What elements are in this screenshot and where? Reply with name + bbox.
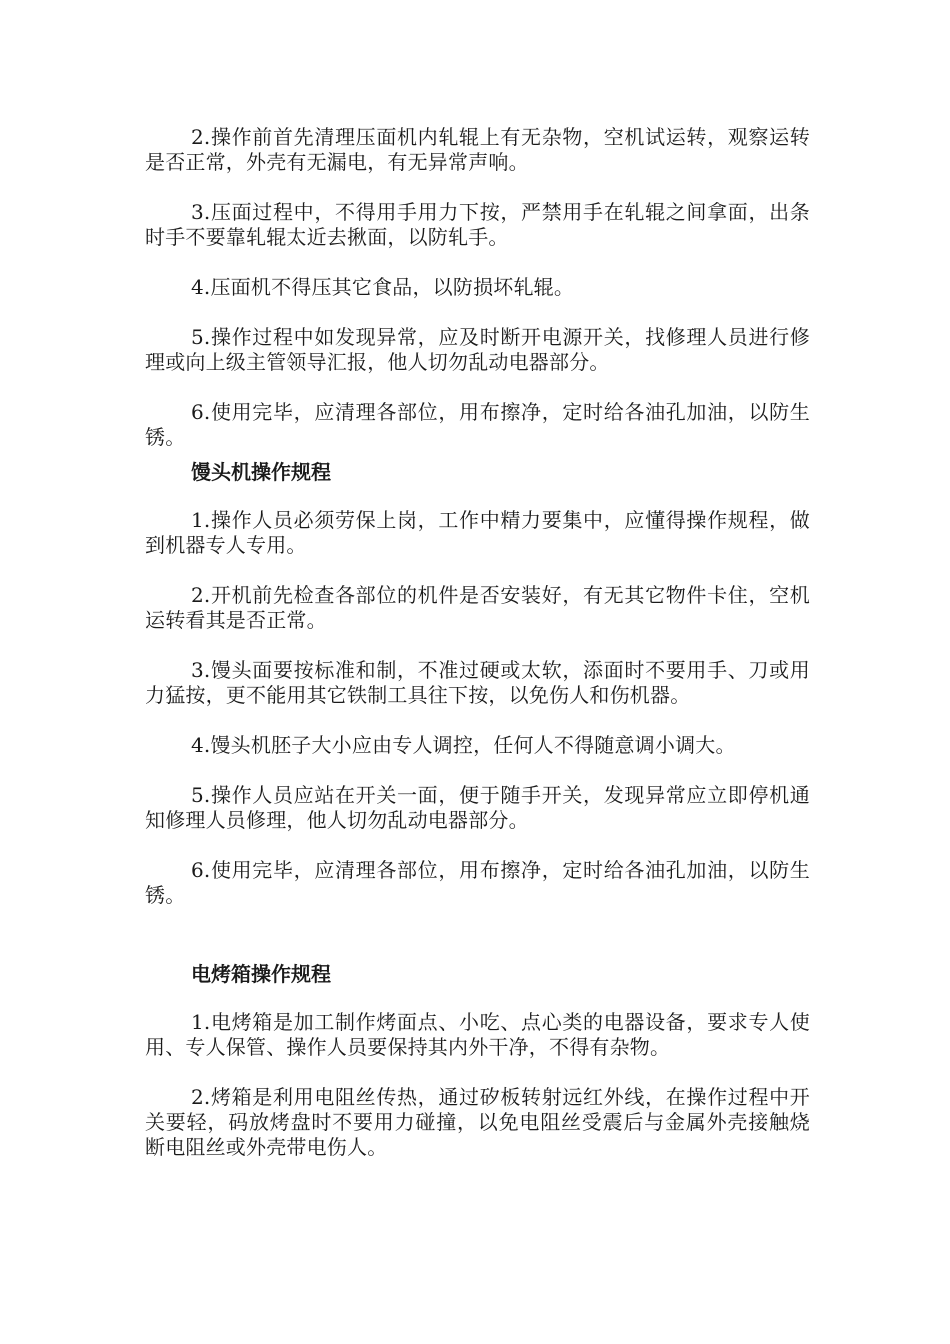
rule-item: 1.电烤箱是加工制作烤面点、小吃、点心类的电器设备，要求专人使用、专人保管、操作人员要保持其内外干净，不得有杂物。 — [145, 1010, 810, 1059]
rule-item: 2.操作前首先清理压面机内轧辊上有无杂物，空机试运转，观察运转是否正常，外壳有无漏电，有无异常声响。 — [145, 125, 810, 174]
rule-item: 2.烤箱是利用电阻丝传热，通过矽板转射远红外线，在操作过程中开关要轻，码放烤盘时不要用力碰撞，以免电阻丝受震后与金属外壳接触烧断电阻丝或外壳带电伤人。 — [145, 1085, 810, 1159]
rule-item: 5.操作人员应站在开关一面，便于随手开关，发现异常应立即停机通知修理人员修理，他人切勿乱动电器部分。 — [145, 783, 810, 832]
section-heading: 馒头机操作规程 — [191, 460, 331, 484]
rule-item: 3.压面过程中，不得用手用力下按，严禁用手在轧辊之间拿面，出条时手不要靠轧辊太近去揪面，以防轧手。 — [145, 200, 810, 249]
rule-item: 1.操作人员必须劳保上岗，工作中精力要集中，应懂得操作规程，做到机器专人专用。 — [145, 508, 810, 557]
rule-item: 4.压面机不得压其它食品，以防损坏轧辊。 — [191, 275, 575, 299]
rule-item: 6.使用完毕，应清理各部位，用布擦净，定时给各油孔加油，以防生锈。 — [145, 858, 810, 907]
rule-item: 5.操作过程中如发现异常，应及时断开电源开关，找修理人员进行修理或向上级主管领导汇报，他人切勿乱动电器部分。 — [145, 325, 810, 374]
section-steamed-bun-machine — [145, 460, 810, 908]
section-dough-press — [145, 125, 810, 450]
rule-item: 4.馒头机胚子大小应由专人调控，任何人不得随意调小调大。 — [191, 733, 736, 757]
rule-item: 3.馒头面要按标准和制，不准过硬或太软，添面时不要用手、刀或用力猛按，更不能用其它铁制工具往下按，以免伤人和伤机器。 — [145, 658, 810, 707]
section-heading: 电烤箱操作规程 — [191, 962, 331, 986]
rule-item: 6.使用完毕，应清理各部位，用布擦净，定时给各油孔加油，以防生锈。 — [145, 400, 810, 449]
section-electric-oven — [145, 962, 810, 1160]
rule-item: 2.开机前先检查各部位的机件是否安装好，有无其它物件卡住，空机运转看其是否正常。 — [145, 583, 810, 632]
